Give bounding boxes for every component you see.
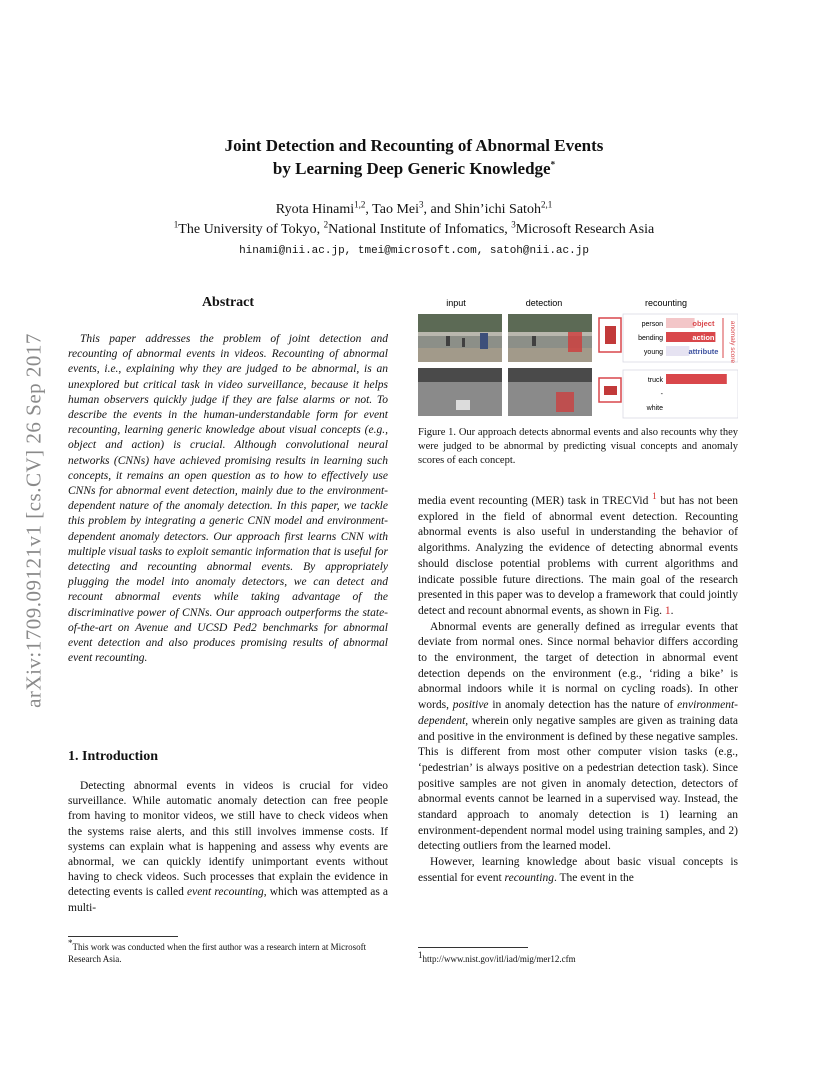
concept-type-label: attribute [688, 347, 719, 356]
recount-1-labels [638, 321, 663, 356]
figure-1-caption: Figure 1. Our approach detects abnormal events and also recounts why they were judged to be abnormal by predicting visual concepts and anomaly scores of each concept. [418, 427, 738, 466]
footnote-left-mark: * [68, 938, 73, 948]
anomaly-axis-label [729, 321, 736, 364]
footnote-ref-1[interactable]: 1 [652, 491, 657, 502]
crop-thumbnail-2 [599, 378, 621, 402]
title-line-2: by Learning Deep Generic Knowledge [272, 159, 551, 178]
p1-text-a: media event recounting (MER) task in TRECVid [418, 495, 653, 507]
p2-emphasis-2: environment-dependent [418, 699, 738, 727]
concept-label: - [660, 391, 663, 398]
paper-title [100, 134, 728, 180]
affiliations [60, 220, 768, 240]
author-names [60, 200, 768, 220]
p1-text-b: but has not been explored in the field of abnormal event detection. Recounting abnormal events is also useful in understanding the behavior of algorithms. Analyzing the evidence of detecting abnormal events should disclose potential problems with current algorithms and indicate possible future directions. The main goal of the research presented in this paper was to develop a framework that could jointly detect and recount abnormal events, as shown in Fig. [418, 495, 738, 617]
footnote-right-url[interactable]: http://www.nist.gov/itl/iad/mig/mer12.cfm [422, 954, 576, 964]
footnote-right [418, 950, 738, 965]
score-bar [666, 318, 695, 328]
right-paragraph-3 [418, 855, 738, 886]
abstract-heading: Abstract [201, 295, 255, 310]
affil-2-mark: 2 [323, 219, 329, 230]
footnote-right-mark: 1 [418, 950, 423, 960]
affil-1-mark: 1 [173, 219, 179, 230]
concept-label: young [643, 349, 663, 356]
abstract-text: This paper addresses the problem of joint detection and recounting of abnormal events in videos. Recounting of abnormal events, i.e., explaining why they are judged to be abnormal, is an unexplored but critical task in video surveillance, because it helps human observers quickly judge if they are false alarms or not. To describe the events in the human-understandable form for event recounting, learning generic knowledge about visual concepts (e.g., object and action) is crucial. Although convolutional neural networks (CNNs) have achieved promising results in learning such concepts, it remains an open question as to how to effectively use CNNs for abnormal event detection, mainly due to the environment-dependent nature of the anomaly detection. In this paper, we tackle this problem by integrating a generic CNN model and environment-dependent anomaly detectors. Our approach first learns CNN with multiple visual tasks to exploit semantic information that is useful for detecting and recounting abnormal events. By appropriately plugging the model into anomaly detectors, we can detect and recount abnormal events while taking advantage of the discriminative power of CNNs. Our approach outperforms the state-of-the-art on Avenue and UCSD Ped2 benchmarks for abnormal event detection and also produces promising results of abnormal event recounting. [68, 333, 388, 665]
score-bar [666, 346, 689, 356]
p1-text-c: . [670, 604, 674, 617]
recount-2-bars [666, 374, 727, 384]
concept-type-label: object [692, 319, 715, 328]
footnote-left-text: This work was conducted when the first author was a research intern at Microsoft Research Asia. [68, 942, 367, 964]
author-1-affil: 1,2 [354, 199, 366, 210]
footnote-left [68, 938, 388, 965]
concept-label: truck [647, 377, 663, 384]
author-3-affil: 2,1 [540, 199, 553, 210]
affil-1: The University of Tokyo, [178, 222, 324, 237]
p3-text-b: . The event in the [553, 871, 634, 884]
fig-header-recounting: recounting [644, 298, 688, 308]
p2-emphasis-1: positive [452, 699, 489, 712]
affil-3: Microsoft Research Asia [515, 222, 655, 237]
svg-text:anomaly score: anomaly score [729, 320, 736, 364]
p3-emphasis: recounting [504, 871, 554, 884]
p2-text-b: in anomaly detection has the nature of [488, 699, 678, 712]
crop-thumbnail-1 [599, 318, 621, 352]
p2-text-a: Abnormal events are generally defined as irregular events that deviate from normal ones. Since normal behavior differs according to the environment, the target of detection in abnormal event detection depends on the environment (e.g., ‘riding a bike’ is abnormal indoors while it is normal on cycling roads). In other words, [418, 620, 738, 712]
title-line-1: Joint Detection and Recounting of Abnormal Events [224, 136, 604, 155]
footnote-rule-left [68, 936, 178, 937]
concept-type-label: action [692, 333, 715, 342]
right-paragraph-1 [418, 491, 738, 620]
figure-1 [418, 296, 738, 420]
fig-header-input: input [446, 298, 466, 308]
figure-ref-link[interactable]: 1 [664, 604, 671, 617]
intro-emphasis: event recounting [186, 886, 264, 899]
author-1: Ryota Hinami [275, 202, 355, 217]
author-2-affil: 3 [419, 199, 424, 210]
author-3: , and Shin’ichi Satoh [423, 202, 541, 217]
affil-2: National Institute of Infomatics, [328, 222, 512, 237]
introduction-text [68, 779, 388, 916]
recount-1-bars [666, 318, 718, 356]
concept-label: person [641, 321, 663, 328]
affil-3-mark: 3 [511, 219, 516, 230]
fig-header-detection: detection [525, 298, 563, 308]
author-2: , Tao Mei [365, 202, 420, 217]
right-paragraph-2 [418, 620, 738, 856]
recount-2-labels [646, 377, 664, 412]
author-emails: hinami@nii.ac.jp, tmei@microsoft.com, satoh@nii.ac.jp [239, 245, 589, 257]
p2-text-c: , wherein only negative samples are given as training data and positive in the environment is defined by these negative samples. This is different from most other computer vision tasks (e.g., ‘pedestrian’ is always positive on a pedestrian detection task). Since positive samples are not given in anomaly detection, detectors of abnormal events cannot be learned in a supervised way. Instead, the standard approach to anomaly detection is 1) learning an environment-dependent normal model using training samples, and 2) detecting outliers from the learned model. [418, 714, 738, 853]
intro-text-part: Detecting abnormal events in videos is crucial for video surveillance. While automatic anomaly detection can free people from having to monitor videos, we still have to check videos when the systems raise alerts, and this still involves immense costs. If systems can explain what is happening and assess why events are abnormal, we can quickly identify unimportant events without having to check videos. Such processes that explain the evidence in detecting events is called [68, 780, 388, 899]
p3-text-a: However, learning knowledge about basic visual concepts is essential for event [418, 856, 738, 884]
concept-label: white [646, 405, 663, 412]
footnote-rule-right [418, 947, 528, 948]
score-bar [666, 374, 727, 384]
detection-frame-1 [508, 314, 592, 362]
title-footnote-mark: * [550, 159, 556, 170]
arxiv-stamp: arXiv:1709.09121v1 [cs.CV] 26 Sep 2017 [21, 333, 46, 708]
right-column-body [418, 491, 738, 887]
intro-text-end: , which was attempted as a multi- [68, 886, 389, 914]
input-frame-1 [418, 314, 502, 362]
input-frame-2 [418, 368, 502, 416]
concept-label: bending [638, 335, 663, 342]
detection-frame-2 [508, 368, 592, 416]
author-block [60, 200, 768, 240]
introduction-heading: 1. Introduction [68, 749, 158, 764]
